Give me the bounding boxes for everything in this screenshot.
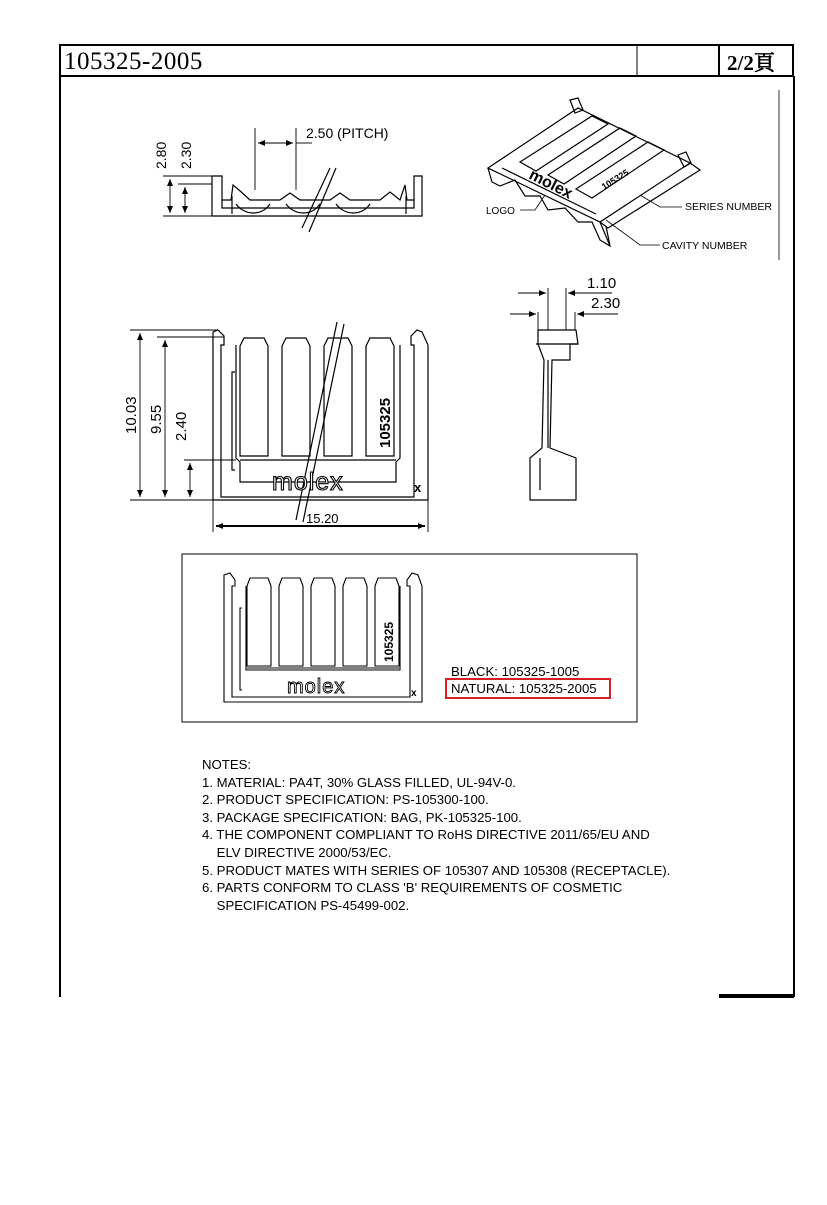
front-height-inner-dim: 2.30 bbox=[178, 141, 194, 169]
note-item: 4. THE COMPONENT COMPLIANT TO RoHS DIRECTIVE 2011/65/EU AND bbox=[202, 827, 650, 843]
note-item: 5. PRODUCT MATES WITH SERIES OF 105307 AND 105308 (RECEPTACLE). bbox=[202, 862, 671, 878]
natural-highlight-box bbox=[445, 678, 611, 699]
cavity-number-callout: CAVITY NUMBER bbox=[662, 240, 748, 252]
logo-callout: LOGO bbox=[486, 206, 515, 217]
side-width-dim: 2.30 bbox=[591, 295, 621, 312]
plan-series-mark: 105325 bbox=[377, 397, 394, 448]
side-top-dim: 1.10 bbox=[587, 275, 617, 292]
front-dimensions bbox=[163, 128, 312, 216]
pitch-dim: 2.50 (PITCH) bbox=[306, 125, 389, 141]
notes-heading: NOTES: bbox=[202, 757, 252, 772]
note-item: SPECIFICATION PS-45499-002. bbox=[202, 897, 410, 913]
side-view bbox=[530, 330, 578, 500]
notes-section bbox=[202, 756, 670, 914]
body-height-dim: 9.55 bbox=[148, 404, 165, 434]
variant-logo-mark: molex bbox=[287, 676, 346, 698]
variant-series-mark: 105325 bbox=[382, 621, 396, 662]
note-item: ELV DIRECTIVE 2000/53/EC. bbox=[202, 844, 392, 860]
overall-height-dim: 10.03 bbox=[123, 396, 140, 434]
page-label: 2/2頁 bbox=[727, 51, 775, 75]
iso-logo-mark: molex bbox=[526, 166, 576, 203]
note-item: 6. PARTS CONFORM TO CLASS 'B' REQUIREMENTS OF COSMETIC bbox=[202, 880, 623, 896]
latch-height-dim: 2.40 bbox=[173, 411, 190, 441]
overall-width-dim: 15.20 bbox=[306, 511, 339, 526]
front-height-outer-dim: 2.80 bbox=[153, 141, 169, 169]
note-item: 2. PRODUCT SPECIFICATION: PS-105300-100. bbox=[202, 792, 489, 808]
plan-cavity-mark: x bbox=[414, 480, 422, 495]
part-number-title: 105325-2005 bbox=[64, 48, 203, 75]
iso-series-mark: 105325 bbox=[599, 167, 631, 192]
front-view bbox=[212, 168, 422, 232]
plan-logo-mark: molex bbox=[272, 468, 344, 496]
note-item: 3. PACKAGE SPECIFICATION: BAG, PK-105325-100. bbox=[202, 809, 522, 825]
natural-variant-label: NATURAL: 105325-2005 bbox=[451, 681, 597, 696]
variant-cavity-mark: x bbox=[411, 688, 417, 699]
series-number-callout: SERIES NUMBER bbox=[685, 201, 772, 213]
black-variant-label: BLACK: 105325-1005 bbox=[451, 664, 580, 679]
note-item: 1. MATERIAL: PA4T, 30% GLASS FILLED, UL-94V-0. bbox=[202, 774, 516, 790]
